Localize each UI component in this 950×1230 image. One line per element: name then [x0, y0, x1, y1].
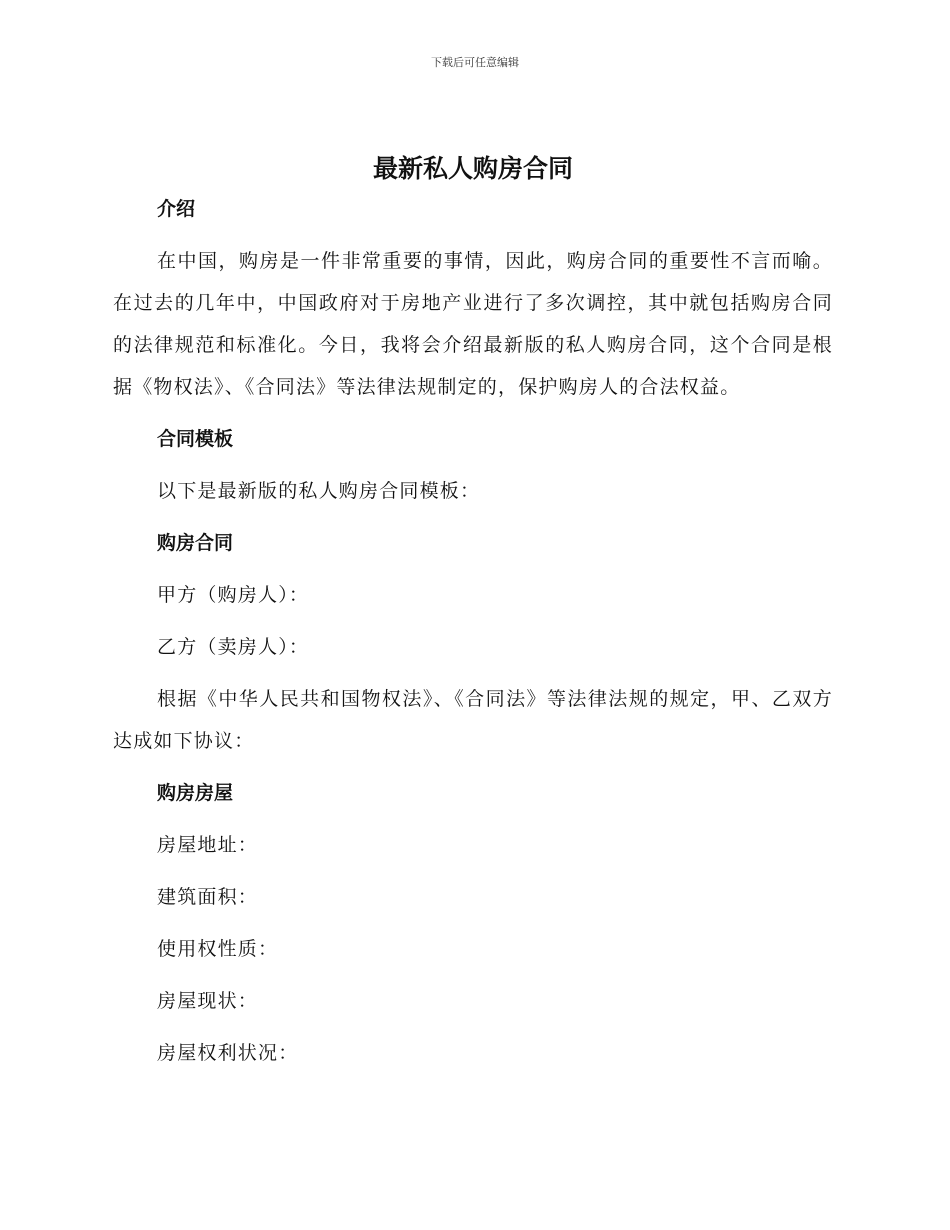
- contract-heading: 购房合同: [157, 532, 234, 554]
- template-intro: 以下是最新版的私人购房合同模板：: [157, 480, 481, 502]
- intro-heading: 介绍: [157, 198, 196, 220]
- property-address-field: 房屋地址：: [157, 834, 259, 856]
- property-area-field: 建筑面积：: [157, 886, 259, 908]
- party-a-field: 甲方（购房人）：: [157, 584, 310, 606]
- template-heading: 合同模板: [157, 428, 234, 450]
- agreement-clause: 根据《中华人民共和国物权法》、《合同法》等法律法规的规定，甲、乙双方达成如下协议：: [113, 688, 833, 752]
- page-header-note: 下载后可任意编辑: [431, 56, 519, 69]
- document-title: 最新私人购房合同: [372, 154, 573, 183]
- usage-right-field: 使用权性质：: [157, 938, 279, 960]
- property-rights-field: 房屋权利状况：: [157, 1042, 299, 1064]
- property-status-field: 房屋现状：: [157, 990, 259, 1012]
- intro-paragraph: 在中国，购房是一件非常重要的事情，因此，购房合同的重要性不言而喻。在过去的几年中，中国政府对于房地产业进行了多次调控，其中就包括购房合同的法律规范和标准化。今日，我将会介绍最新版的私人购房合同，这个合同是根据《物权法》、《合同法》等法律法规制定的，保护购房人的合法权益。: [113, 250, 833, 398]
- party-b-field: 乙方（卖房人）：: [157, 636, 310, 658]
- document-body: [113, 148, 833, 1074]
- property-heading: 购房房屋: [157, 782, 234, 804]
